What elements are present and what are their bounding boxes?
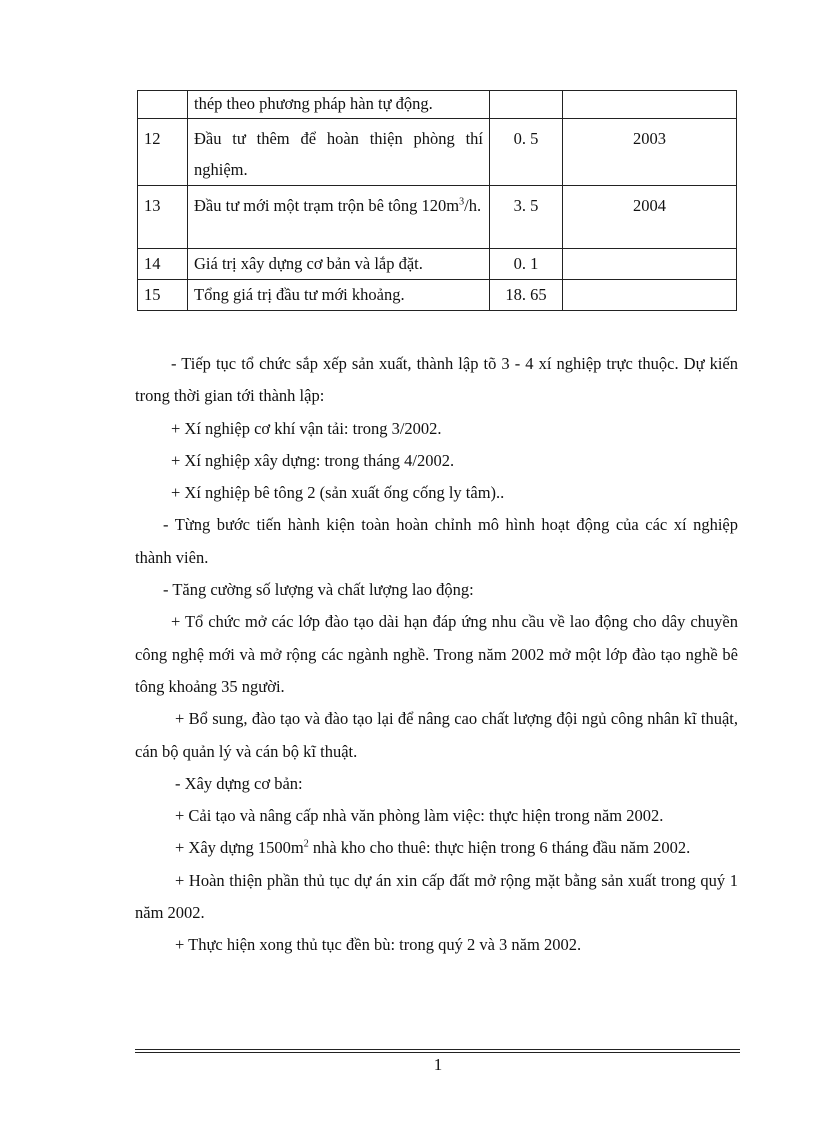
paragraph-text: nhà kho cho thuê: thực hiện trong 6 tháng đầu năm 2002.: [308, 838, 691, 858]
paragraph: + Hoàn thiện phần thủ tục dự án xin cấp đất mở rộng mặt bằng sản xuất trong quý 1 năm 2002.: [135, 870, 738, 923]
row-year: [563, 91, 737, 119]
row-description: Tổng giá trị đầu tư mới khoảng.: [188, 280, 490, 311]
paragraph: - Xây dựng cơ bản:: [175, 773, 303, 793]
paragraph: + Tổ chức mở các lớp đào tạo dài hạn đáp ứng nhu cầu về lao động cho dây chuyền công nghệ mới và mở rộng các ngành nghề. Trong năm 2002 mở một lớp đào tạo nghề bê tông khoảng 35 người.: [135, 612, 738, 696]
paragraph: + Bổ sung, đào tạo và đào tạo lại để nâng cao chất lượng đội ngủ công nhân kĩ thuật, cán bộ quản lý và cán bộ kĩ thuật.: [135, 709, 738, 761]
row-description-text: Đầu tư mới một trạm trộn bê tông 120m: [194, 196, 460, 215]
paragraph-text: + Xây dựng 1500m: [175, 838, 304, 858]
superscript: 2: [303, 838, 309, 850]
paragraph: + Xí nghiệp cơ khí vận tải: trong 3/2002.: [171, 418, 442, 438]
paragraph: + Xí nghiệp xây dựng: trong tháng 4/2002.: [171, 450, 455, 470]
investment-table: [137, 90, 737, 311]
row-year: 2003: [563, 119, 737, 186]
row-value: [490, 91, 563, 119]
page-number: 1: [433, 1055, 443, 1074]
row-description-unit: /h.: [464, 196, 482, 215]
row-number: [138, 91, 188, 119]
table-row: [138, 91, 737, 119]
row-number: 15: [138, 280, 188, 311]
paragraph: - Tăng cường số lượng và chất lượng lao động:: [163, 580, 474, 600]
paragraph: [135, 832, 738, 864]
table-row: [138, 249, 737, 280]
row-number: 13: [138, 186, 188, 249]
row-description: [188, 186, 490, 249]
paragraph: + Xí nghiệp bê tông 2 (sản xuất ống cống ly tâm)..: [171, 483, 505, 503]
row-value: 3. 5: [490, 186, 563, 249]
row-value: 0. 1: [490, 249, 563, 280]
superscript: 3: [459, 196, 465, 208]
row-year: [563, 249, 737, 280]
row-description: Đầu tư thêm để hoàn thiện phòng thí nghiệm.: [188, 119, 490, 186]
paragraph: - Tiếp tục tổ chức sắp xếp sản xuất, thành lập tõ 3 - 4 xí nghiệp trực thuộc. Dự kiến trong thời gian tới thành lập:: [135, 354, 738, 406]
paragraph: + Thực hiện xong thủ tục đền bù: trong quý 2 và 3 năm 2002.: [175, 935, 582, 955]
table-row: [138, 186, 737, 249]
row-year: 2004: [563, 186, 737, 249]
row-value: 0. 5: [490, 119, 563, 186]
row-year: [563, 280, 737, 311]
table-row: [138, 119, 737, 186]
footer-rule: [135, 1052, 740, 1053]
row-value: 18. 65: [490, 280, 563, 311]
row-description: thép theo phương pháp hàn tự động.: [188, 91, 490, 119]
paragraph: - Từng bước tiến hành kiện toàn hoàn chỉnh mô hình hoạt động của các xí nghiệp thành viên.: [135, 515, 738, 567]
paragraph: + Cải tạo và nâng cấp nhà văn phòng làm việc: thực hiện trong năm 2002.: [175, 806, 664, 826]
row-number: 12: [138, 119, 188, 186]
row-description: Giá trị xây dựng cơ bản và lắp đặt.: [188, 249, 490, 280]
footer-rule: [135, 1049, 740, 1050]
body-text: [135, 348, 738, 962]
row-number: 14: [138, 249, 188, 280]
table-row: [138, 280, 737, 311]
